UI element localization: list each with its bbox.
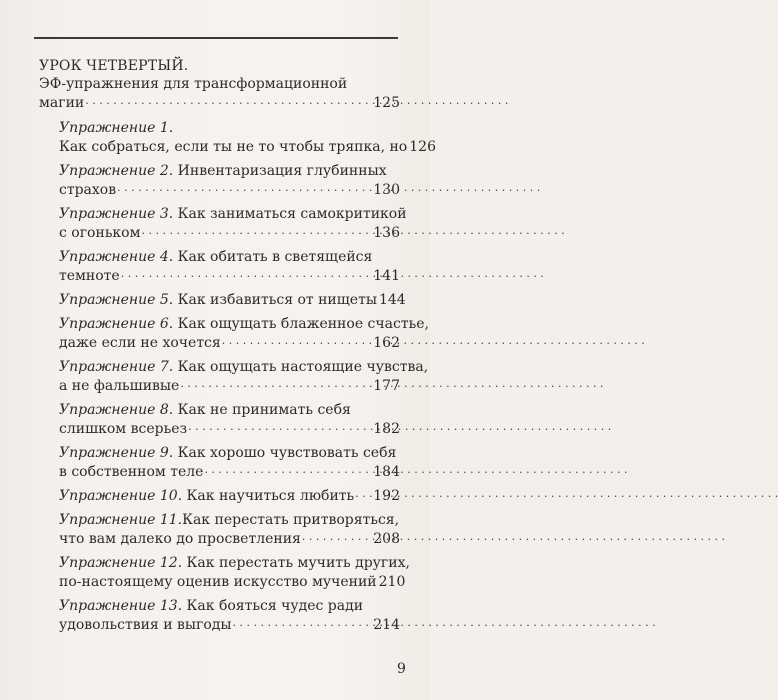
exercise-label: Упражнение 2. <box>59 163 174 179</box>
exercise-title-part-1: Как перестать притворяться, <box>182 512 400 528</box>
dot-leader <box>142 225 373 237</box>
exercise-label: Упражнение 13. <box>59 598 183 614</box>
dot-leader <box>204 464 372 476</box>
exercise-title-part-1: Как избавиться от нищеты <box>173 292 377 308</box>
table-of-contents <box>34 57 436 635</box>
exercise-line-2 <box>59 138 436 157</box>
toc-exercise-entry[interactable] <box>34 554 410 592</box>
exercise-title-part-1: Как бояться чудес ради <box>182 598 364 614</box>
exercise-label: Упражнение 10. <box>59 488 183 504</box>
exercise-line-2 <box>59 530 400 549</box>
exercise-line-2 <box>59 377 400 396</box>
exercise-page: 126 <box>409 139 436 155</box>
dot-leader <box>355 488 372 500</box>
lesson-text-line-2: магии <box>39 95 85 111</box>
exercise-title-part-1: Как не принимать себя <box>173 402 351 418</box>
exercise-label: Упражнение 4. <box>59 249 174 265</box>
exercise-line-2 <box>59 573 406 592</box>
exercise-title-part-2: слишком всерьез <box>59 421 188 437</box>
dot-leader <box>188 421 372 433</box>
exercise-label: Упражнение 1. <box>59 120 174 136</box>
toc-exercise-entry[interactable] <box>34 119 436 157</box>
exercise-title-part-2: страхов <box>59 182 117 198</box>
exercise-title-part-1: Как ощущать блаженное счастье, <box>173 316 429 332</box>
exercise-title-part-2: удовольствия и выгоды <box>59 617 232 633</box>
toc-exercise-entry[interactable] <box>34 248 400 286</box>
dot-leader <box>121 268 373 280</box>
toc-exercise-entry[interactable] <box>34 597 400 635</box>
page-number: 9 <box>397 661 406 677</box>
exercise-line-1 <box>59 119 400 138</box>
exercise-line-2 <box>59 181 400 200</box>
exercise-page: 210 <box>378 574 406 590</box>
exercise-page: 136 <box>373 225 400 241</box>
toc-exercise-entry[interactable] <box>34 162 400 200</box>
exercise-line-1 <box>59 554 410 573</box>
dot-leader <box>302 531 372 543</box>
toc-exercise-entry[interactable] <box>34 511 400 549</box>
exercise-label: Упражнение 3. <box>59 206 174 222</box>
exercise-label: Упражнение 7. <box>59 359 174 375</box>
exercise-title-part-1: Как заниматься самокритикой <box>173 206 407 222</box>
exercise-label: Упражнение 5. <box>59 292 174 308</box>
exercise-label: Упражнение 6. <box>59 316 174 332</box>
toc-exercise-entry[interactable] <box>34 444 400 482</box>
dot-leader <box>85 95 372 107</box>
exercise-label: Упражнение 11. <box>59 512 183 528</box>
exercise-line-1 <box>59 487 400 506</box>
exercise-page: 130 <box>373 182 400 198</box>
dot-leader <box>233 617 373 629</box>
exercise-title-part-2: что вам далеко до просветления <box>59 531 301 547</box>
exercise-page: 214 <box>373 617 400 633</box>
exercise-line-2 <box>59 616 400 635</box>
exercise-title-part-2: с огоньком <box>59 225 141 241</box>
exercise-title-part-2: в собственном теле <box>59 464 204 480</box>
toc-exercise-entry[interactable] <box>34 358 429 396</box>
exercise-title-part-1: Инвентаризация глубинных <box>173 163 387 179</box>
exercise-page: 177 <box>373 378 400 394</box>
exercise-title-part-1: Как ощущать настоящие чувства, <box>173 359 429 375</box>
lesson-line-2 <box>34 94 400 113</box>
exercise-line-2 <box>59 334 400 353</box>
exercise-label: Упражнение 9. <box>59 445 174 461</box>
toc-exercise-entry[interactable] <box>34 401 400 439</box>
toc-exercise-entry[interactable] <box>34 205 407 243</box>
exercise-title-part-1: Как перестать мучить других, <box>182 555 410 571</box>
exercise-page: 208 <box>373 531 400 547</box>
exercise-title-part-2: Как собраться, если ты не то чтобы тряпка, но <box>59 139 408 155</box>
toc-exercise-entry[interactable] <box>34 487 400 506</box>
exercise-line-2 <box>59 267 400 286</box>
exercise-line-2 <box>59 420 400 439</box>
exercise-title-part-1: Как хорошо чувствовать себя <box>173 445 397 461</box>
exercise-label: Упражнение 8. <box>59 402 174 418</box>
exercise-line-1 <box>59 291 406 310</box>
dot-leader <box>117 182 372 194</box>
exercise-page: 192 <box>373 488 400 504</box>
lesson-title: УРОК ЧЕТВЕРТЫЙ. <box>39 58 189 74</box>
exercise-title-part-1: Как научиться любить <box>182 488 355 504</box>
dot-leader <box>180 378 372 390</box>
exercise-page: 141 <box>373 268 400 284</box>
exercise-line-2 <box>59 224 400 243</box>
exercise-title-part-1: Как обитать в светящейся <box>173 249 373 265</box>
top-rule <box>34 37 398 39</box>
lesson-text-line-1: ЭФ-упражнения для трансформационной <box>39 76 348 92</box>
exercise-title-part-2: по-настоящему оценив искусство мучений <box>59 574 377 590</box>
exercise-title-part-2: даже если не хочется <box>59 335 221 351</box>
lesson-page: 125 <box>373 95 400 111</box>
exercise-title-part-2: а не фальшивые <box>59 378 180 394</box>
exercise-page: 182 <box>373 421 400 437</box>
toc-exercise-entry[interactable] <box>34 315 429 353</box>
exercise-list <box>34 119 436 635</box>
exercise-title-part-2: темноте <box>59 268 120 284</box>
exercise-line-2 <box>59 463 400 482</box>
exercise-page: 184 <box>373 464 400 480</box>
toc-lesson-entry[interactable] <box>34 57 400 113</box>
exercise-label: Упражнение 12. <box>59 555 183 571</box>
exercise-page: 162 <box>373 335 400 351</box>
exercise-page: 144 <box>378 292 406 308</box>
toc-exercise-entry[interactable] <box>34 291 406 310</box>
dot-leader <box>222 335 373 347</box>
